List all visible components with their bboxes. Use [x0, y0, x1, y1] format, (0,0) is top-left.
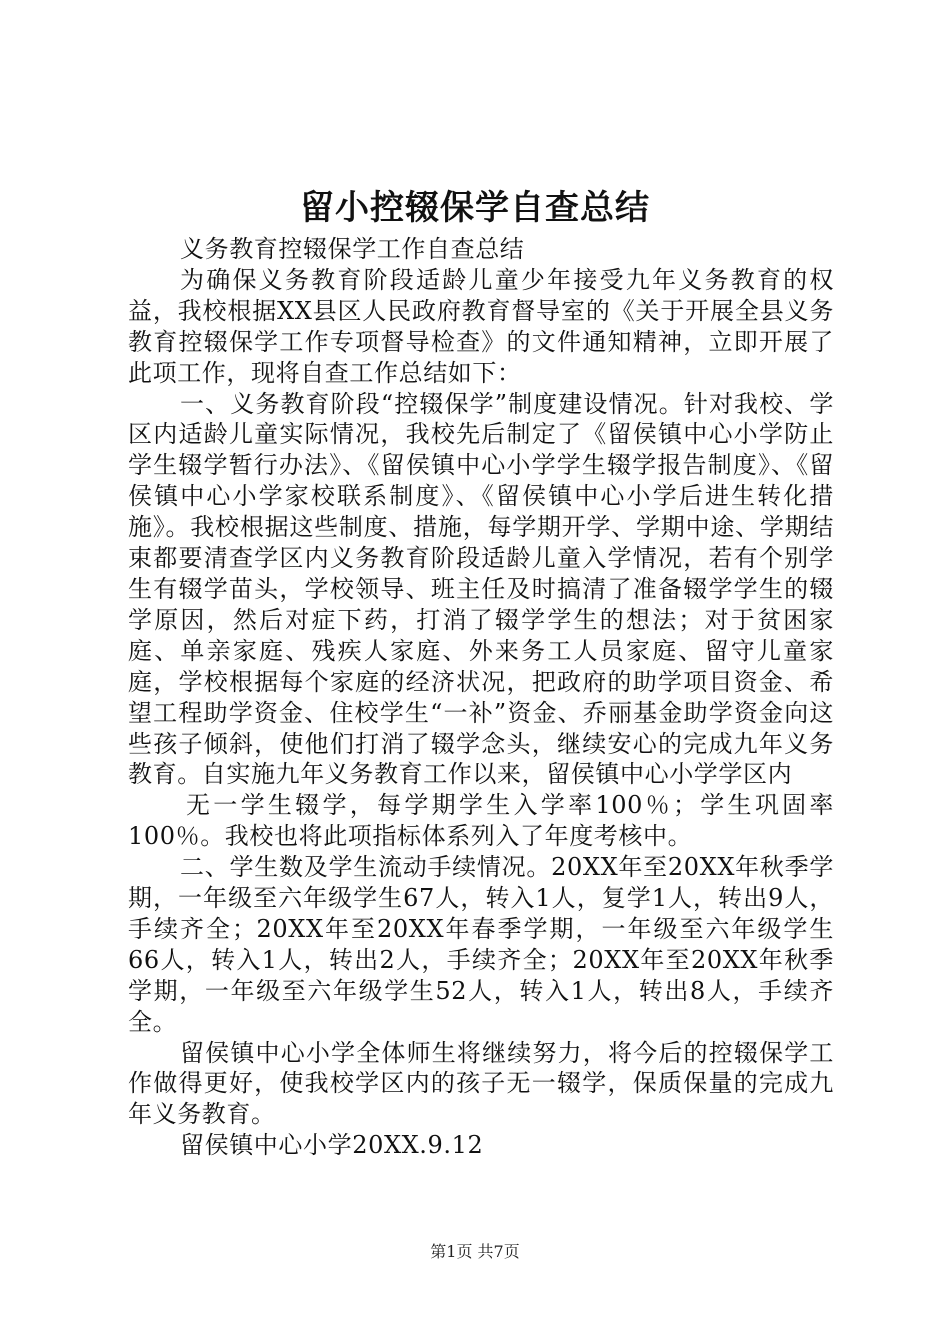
signature-date: 留侯镇中心小学20XX.9.12	[180, 1131, 484, 1160]
page-number: 第1页 共7页	[430, 1242, 520, 1261]
subtitle-paragraph: 义务教育控辍保学工作自查总结	[180, 235, 525, 263]
document-title: 留小控辍保学自查总结	[300, 188, 650, 228]
intro-paragraph: 为确保义务教育阶段适龄儿童少年接受九年义务教育的权益，我校根据XX县区人民政府教育督导室的《关于开展全县义务教育控辍保学工作专项督导检查》的文件通知精神，立即开展了此项工作，现将自查工作总结如下：	[128, 265, 834, 387]
closing-paragraph: 留侯镇中心小学全体师生将继续努力，将今后的控辍保学工作做得更好，使我校学区内的孩子无一辍学，保质保量的完成九年义务教育。	[128, 1038, 834, 1129]
section-one-paragraph: 一、义务教育阶段“控辍保学”制度建设情况。针对我校、学区内适龄儿童实际情况，我校先后制定了《留侯镇中心小学防止学生辍学暂行办法》、《留侯镇中心小学学生辍学报告制度》、《留侯镇中心小学家校联系制度》、《留侯镇中心小学后进生转化措施》。我校根据这些制度、措施，每学期开学、学期中途、学期结束都要清查学区内义务教育阶段适龄儿童入学情况，若有个别学生有辍学苗头，学校领导、班主任及时搞清了准备辍学学生的辍学原因，然后对症下药，打消了辍学学生的想法；对于贫困家庭、单亲家庭、残疾人家庭、外来务工人员家庭、留守儿童家庭，学校根据每个家庭的经济状况，把政府的助学项目资金、希望工程助学资金、住校学生“一补”资金、乔丽基金助学资金向这些孩子倾斜，使他们打消了辍学念头，继续安心的完成九年义务教育。自实施九年义务教育工作以来，留侯镇中心小学学区内	[128, 389, 834, 789]
enrollment-rate-paragraph: 无一学生辍学，每学期学生入学率100％；学生巩固率100％。我校也将此项指标体系列入了年度考核中。	[128, 791, 834, 851]
document-body	[128, 234, 834, 1161]
section-two-paragraph: 二、学生数及学生流动手续情况。20XX年至20XX年秋季学期，一年级至六年级学生67人，转入1人，复学1人，转出9人，手续齐全；20XX年至20XX年春季学期，一年级至六年级学生66人，转入1人，转出2人，手续齐全；20XX年至20XX年秋季学期，一年级至六年级学生52人，转入1人，转出8人，手续齐全。	[128, 853, 834, 1036]
